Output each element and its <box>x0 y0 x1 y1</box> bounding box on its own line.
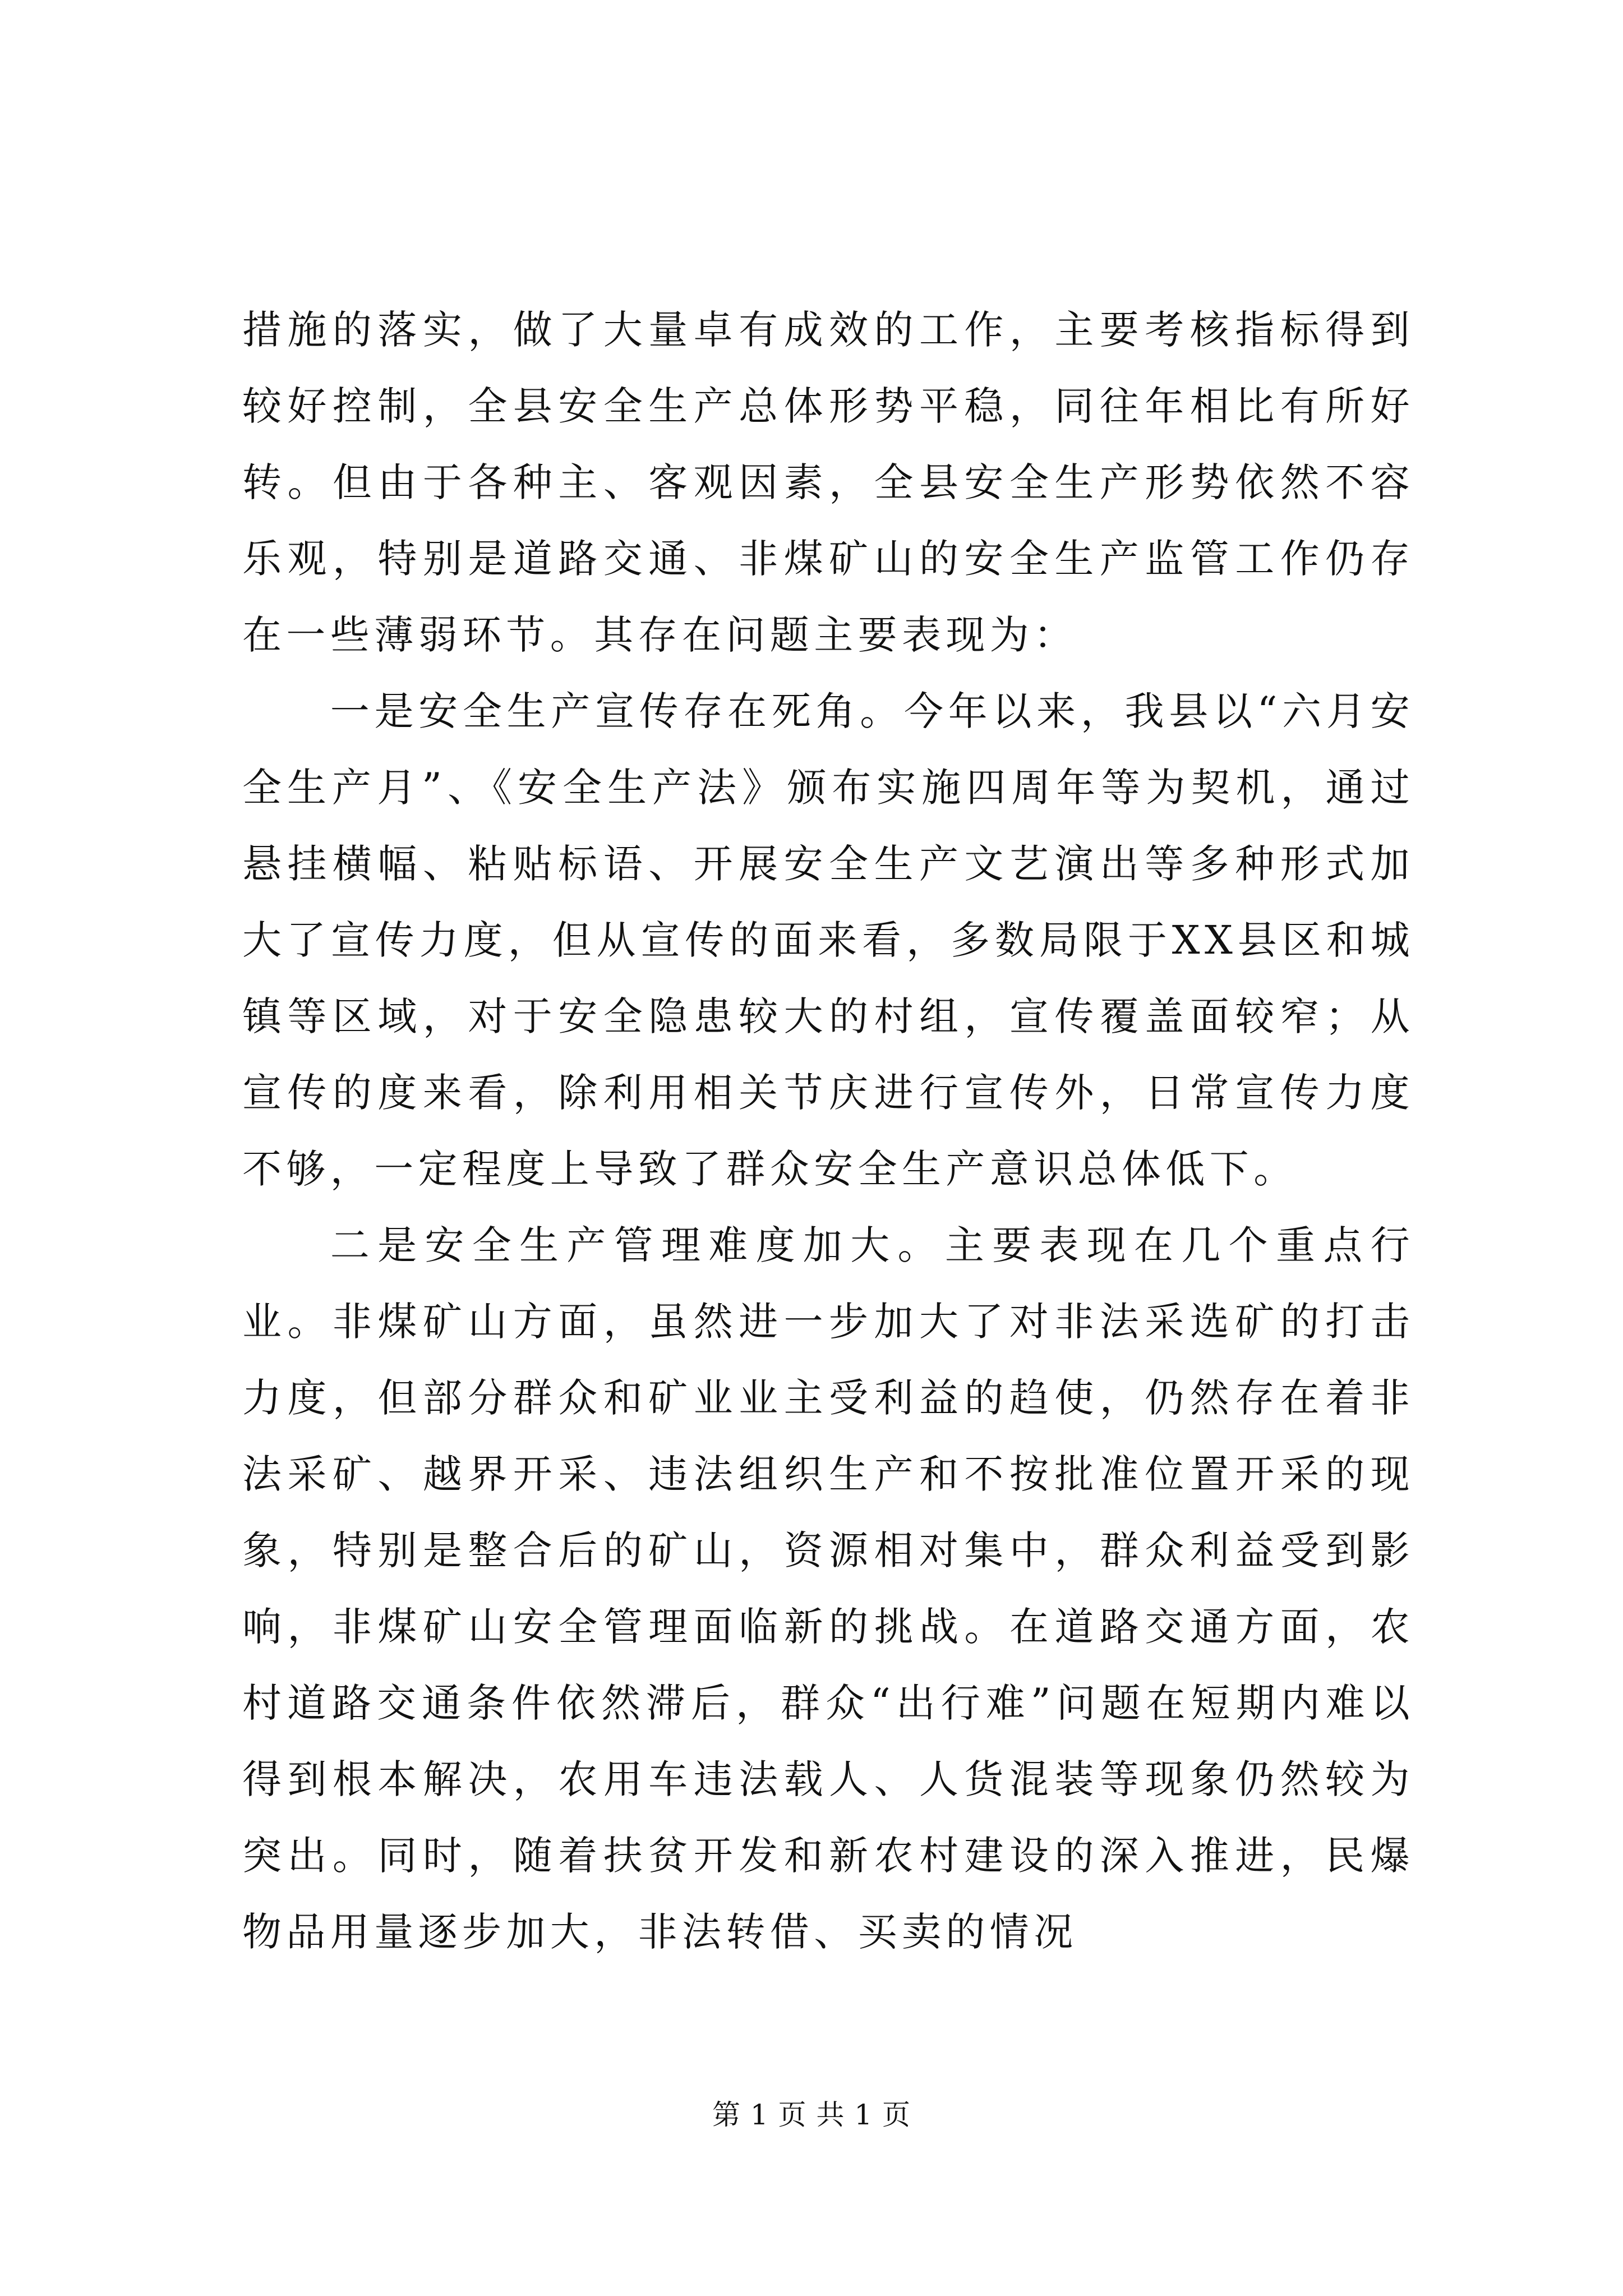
document-body <box>242 292 1414 1970</box>
paragraph-publicity-blind-spots: 一是安全生产宣传存在死角。今年以来，我县以“六月安全生产月”、《安全生产法》颁布实施四周年等为契机，通过悬挂横幅、粘贴标语、开展安全生产文艺演出等多种形式加大了宣传力度，但从宣传的面来看，多数局限于XX县区和城镇等区域，对于安全隐患较大的村组，宣传覆盖面较窄；从宣传的度来看，除利用相关节庆进行宣传外，日常宣传力度不够，一定程度上导致了群众安全生产意识总体低下。 <box>242 688 1414 1192</box>
page-footer: 第 1 页 共 1 页 <box>712 2099 911 2131</box>
paragraph-continued: 措施的落实，做了大量卓有成效的工作，主要考核指标得到较好控制，全县安全生产总体形势平稳，同往年相比有所好转。但由于各种主、客观因素，全县安全生产形势依然不容乐观，特别是道路交通、非煤矿山的安全生产监管工作仍存在一些薄弱环节。其存在问题主要表现为： <box>242 307 1414 658</box>
paragraph-management-difficulty: 二是安全生产管理难度加大。主要表现在几个重点行业。非煤矿山方面，虽然进一步加大了对非法采选矿的打击力度，但部分群众和矿业业主受利益的趋使，仍然存在着非法采矿、越界开采、违法组织生产和不按批准位置开采的现象，特别是整合后的矿山，资源相对集中，群众利益受到影响，非煤矿山安全管理面临新的挑战。在道路交通方面，农村道路交通条件依然滞后，群众“出行难”问题在短期内难以得到根本解决，农用车违法载人、人货混装等现象仍然较为突出。同时，随着扶贫开发和新农村建设的深入推进，民爆物品用量逐步加大，非法转借、买卖的情况 <box>242 1222 1414 1955</box>
